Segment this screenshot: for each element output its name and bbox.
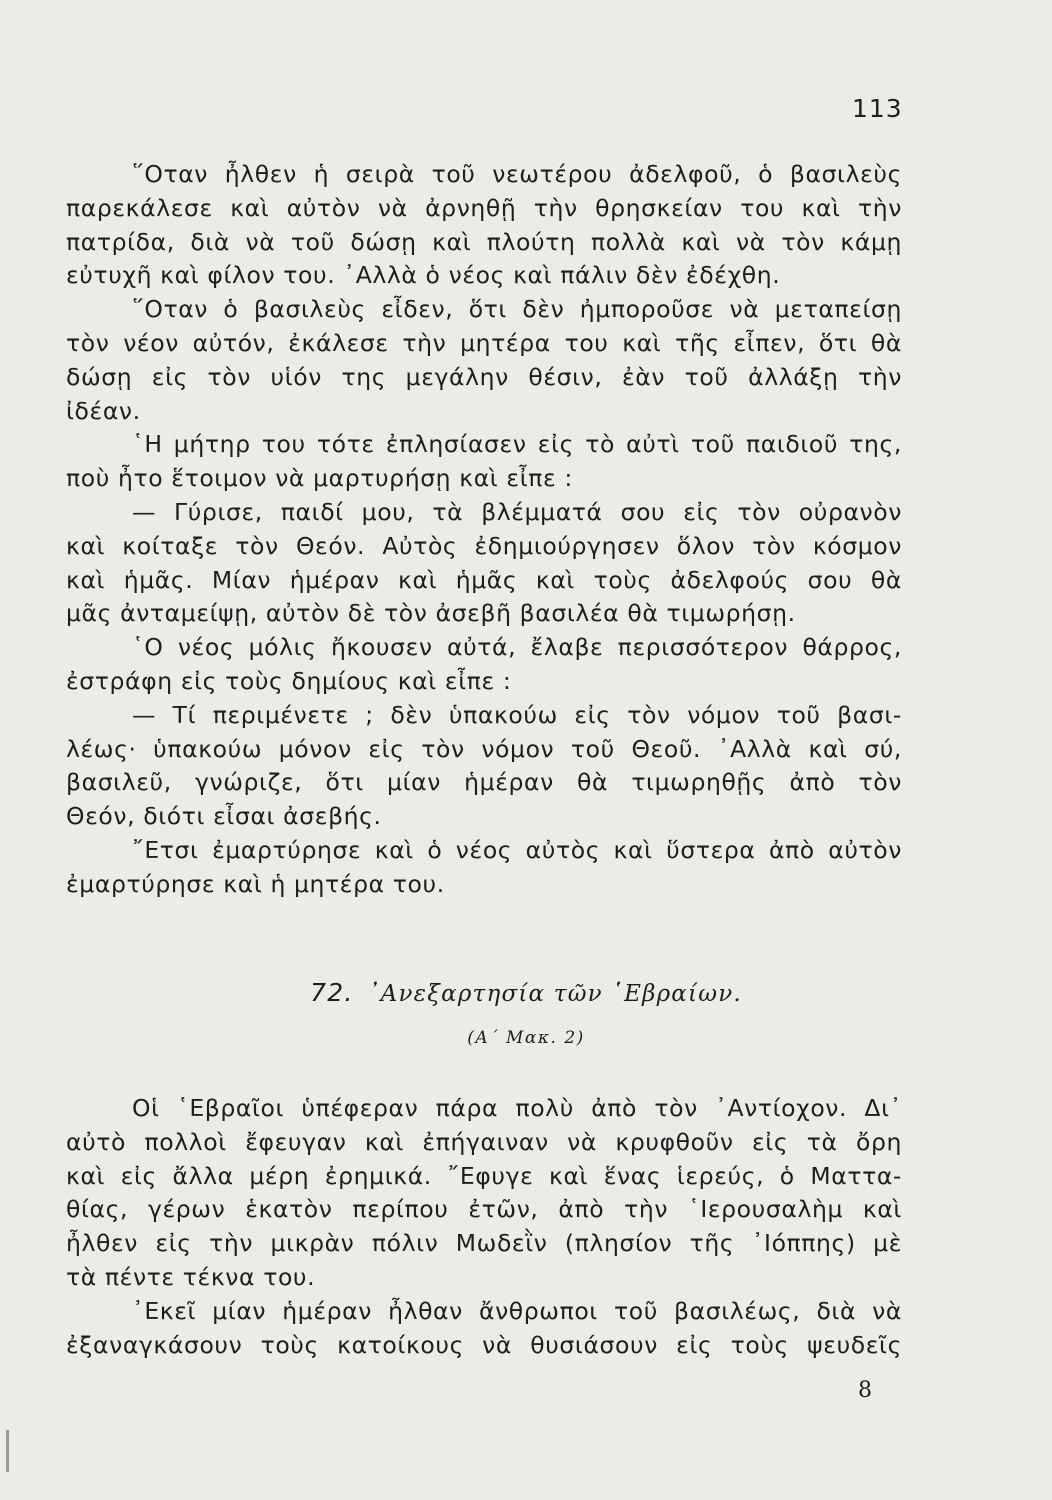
section-title: ᾿Ανεξαρτησία τῶν ῾Εβραίων. (367, 981, 742, 1007)
text-line: ῾Η μήτηρ του τότε ἐπλησίασεν εἰς τὸ αὐτὶ τοῦ παιδιοῦ της, (132, 430, 902, 459)
text-line: καὶ κοίταξε τὸν Θεόν. Αὐτὸς ἐδημιούργησεν ὅλον τὸν κόσμον (66, 531, 902, 560)
text-line: τὸν νέον αὐτόν, ἐκάλεσε τὴν μητέρα του καὶ τῆς εἶπεν, ὅτι θὰ (66, 328, 902, 357)
text-line: παρεκάλεσε καὶ αὐτὸν νὰ ἀρνηθῇ τὴν θρησκείαν του καὶ τὴν (66, 193, 902, 222)
text-line: εὐτυχῆ καὶ φίλον του. ᾿Αλλὰ ὁ νέος καὶ πάλιν δὲν ἐδέχθη. (66, 261, 781, 290)
text-line: ῞Οταν ὁ βασιλεὺς εἶδεν, ὅτι δὲν ἠμποροῦσε νὰ μεταπείσῃ (132, 295, 902, 324)
text-line: ῎Ετσι ἐμαρτύρησε καὶ ὁ νέος αὐτὸς καὶ ὕστερα ἀπὸ αὐτὸν (132, 835, 902, 864)
text-line: Θεόν, διότι εἶσαι ἀσεβής. (66, 802, 382, 831)
signature-mark: 8 (858, 1378, 872, 1403)
text-line: ἦλθεν εἰς τὴν μικρὰν πόλιν Μωδεῒν (πλησίον τῆς ᾿Ιόππης) μὲ (66, 1229, 902, 1258)
text-line: ἐξαναγκάσουν τοὺς κατοίκους νὰ θυσιάσουν εἰς τοὺς ψευδεῖς (66, 1330, 902, 1359)
text-line: λέως· ὑπακούω μόνον εἰς τὸν νόμον τοῦ Θεοῦ. ᾿Αλλὰ καὶ σύ, (66, 734, 902, 763)
page-number: 113 (852, 94, 903, 123)
story-text-top (66, 158, 902, 902)
text-line: — Τί περιμένετε ; δὲν ὑπακούω εἰς τὸν νόμον τοῦ βασι- (132, 700, 902, 729)
text-line: ᾿Εκεῖ μίαν ἡμέραν ἦλθαν ἄνθρωποι τοῦ βασιλέως, διὰ νὰ (132, 1296, 902, 1325)
section-reference: (Α΄ Μακ. 2) (467, 1028, 585, 1048)
text-line: πατρίδα, διὰ νὰ τοῦ δώσῃ καὶ πλούτη πολλὰ καὶ νὰ τὸν κάμῃ (66, 227, 902, 256)
text-line: καὶ ἡμᾶς. Μίαν ἡμέραν καὶ ἡμᾶς καὶ τοὺς ἀδελφούς σου θὰ (66, 565, 902, 594)
text-line: καὶ εἰς ἄλλα μέρη ἐρημικά. ῎Εφυγε καὶ ἕνας ἱερεύς, ὁ Ματτα- (66, 1161, 902, 1190)
text-line: ἐμαρτύρησε καὶ ἡ μητέρα του. (66, 869, 445, 898)
text-line: τὰ πέντε τέκνα του. (66, 1262, 316, 1291)
section-heading (0, 978, 1052, 1007)
text-line: ῾Ο νέος μόλις ἤκουσεν αὐτά, ἔλαβε περισσότερον θάρρος, (132, 633, 902, 662)
text-line: — Γύρισε, παιδί μου, τὰ βλέμματά σου εἰς τὸν οὐρανὸν (132, 497, 902, 526)
text-line: μᾶς ἀνταμείψῃ, αὐτὸν δὲ τὸν ἀσεβῆ βασιλέα θὰ τιμωρήσῃ. (66, 599, 796, 628)
text-line: ῞Οταν ἦλθεν ἡ σειρὰ τοῦ νεωτέρου ἀδελφοῦ, ὁ βασιλεὺς (132, 160, 902, 188)
margin-mark (6, 1430, 9, 1472)
text-line: Οἱ ῾Εβραῖοι ὑπέφεραν πάρα πολὺ ἀπὸ τὸν ᾿Αντίοχον. Δι᾿ (132, 1094, 902, 1122)
text-line: ἐστράφη εἰς τοὺς δημίους καὶ εἶπε : (66, 666, 512, 695)
text-line: ποὺ ἦτο ἕτοιμον νὰ μαρτυρήσῃ καὶ εἶπε : (66, 464, 573, 493)
text-line: βασιλεῦ, γνώριζε, ὅτι μίαν ἡμέραν θὰ τιμωρηθῇς ἀπὸ τὸν (66, 768, 902, 797)
story-text-bottom (66, 1092, 902, 1362)
text-line: αὐτὸ πολλοὶ ἔφευγαν καὶ ἐπήγαιναν νὰ κρυφθοῦν εἰς τὰ ὄρη (66, 1127, 902, 1156)
text-line: θίας, γέρων ἑκατὸν περίπου ἐτῶν, ἀπὸ τὴν ῾Ιερουσαλὴμ καὶ (66, 1195, 902, 1224)
text-line: δώσῃ εἰς τὸν υἱόν της μεγάλην θέσιν, ἐὰν τοῦ ἀλλάξῃ τὴν (66, 362, 902, 391)
text-line: ἰδέαν. (66, 396, 141, 425)
section-number: 72. (310, 978, 354, 1007)
